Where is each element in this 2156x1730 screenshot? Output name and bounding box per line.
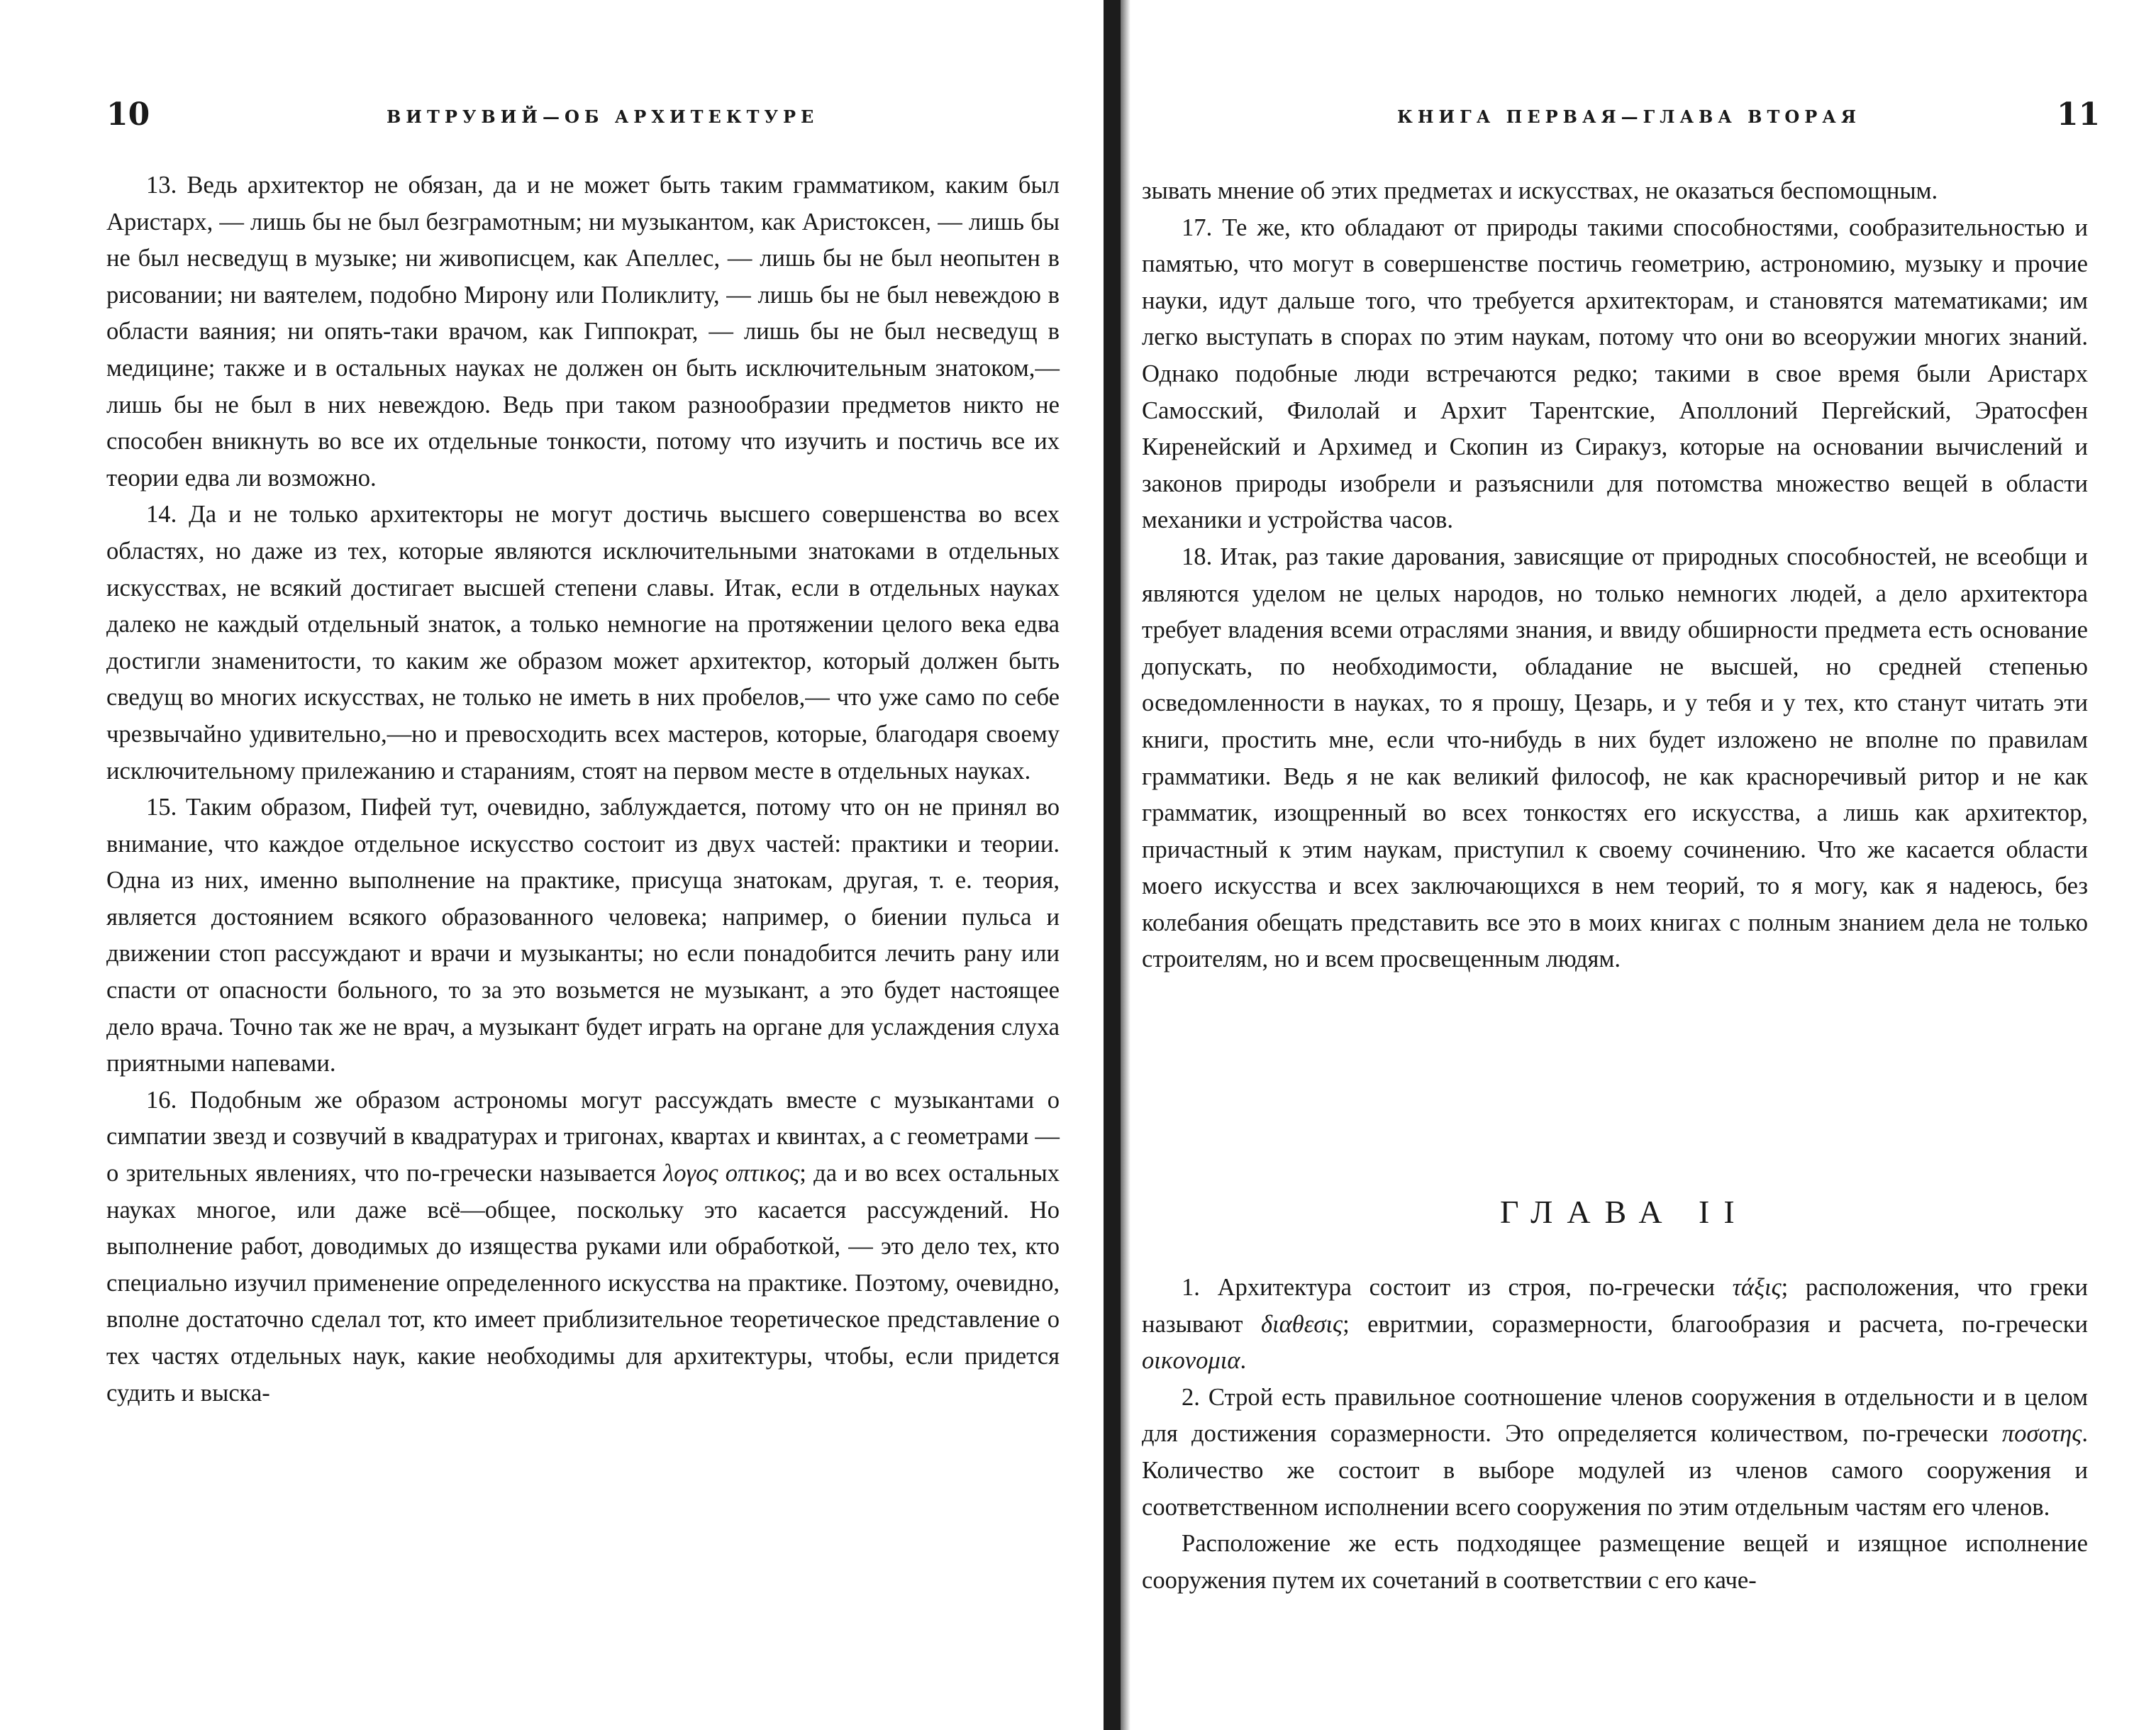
paragraph-17: 17. Те же, кто обладают от природы такими способностями, сообразительностью и памятью, что могут в совершенстве постичь геометрию, астрономию, музыку и прочие науки, идут дальше того, что требуется архитекторам, и становятся математиками; им легко выступать в спорах по этим наукам, потому что они во всеоружии многих знаний. Однако подобные люди встречаются редко; такими в свое время были Аристарх Самосский, Филолай и Архит Тарентские, Аполлоний Пергейский, Эратосфен Киренейский и Архимед и Скопин из Сиракуз, которые на основании вычислений и законов природы изобрели и разъяснили для потомства множество вещей в области механики и устройства часов. [1142,214,2088,534]
greek-term-logos-optikos: λογος οπτικος [663,1160,800,1187]
paragraph-16-part2: ; да и во всех остальных науках многое, или даже всё—общее, поскольку это касается рассуждений. Но выполнение работ, доводимых до изящества руками или обработкой, — это дело тех, кто специально изучил применение определенного искусства на практике. Поэтому, очевидно, вполне достаточно сделал тот, кто имеет приблизительное теоретическое представление о тех частях отдельных наук, какие необходимы для архитектуры, чтобы, если придется судить и выска- [106,1160,1060,1407]
book-gutter [1104,0,1121,1730]
right-text-block [1142,173,2088,978]
chapter-paragraph-1-part3: ; евритмии, соразмерности, благообразия и расчета, по-гречески [1343,1310,2089,1338]
right-running-head: КНИГА ПЕРВАЯ—ГЛАВА ВТОРАЯ [1397,106,1861,127]
continued-text: зывать мнение об этих предметах и искусствах, не оказаться беспомощным. [1142,177,1938,204]
left-page-number: 10 [106,96,150,133]
greek-term-diathesis: διαθεσις [1260,1310,1343,1338]
paragraph-16-part1: 16. Подобным же образом астрономы могут рассуждать вместе с музыкантами о симпатии звезд и созвучий в квадратурах и тригонах, квартах и квинтах, а с геометрами — о зрительных явлениях, что по-гречески называется [106,1086,1060,1187]
chapter-paragraph-3: Расположение же есть подходящее размещение вещей и изящное исполнение сооружения путем их сочетаний в соответствии с его каче- [1142,1530,2088,1594]
paragraph-16 [106,1082,1060,1412]
chapter-paragraph-1-part4: . [1240,1347,1247,1375]
chapter-text-block [1142,1270,2088,1599]
chapter-paragraph-1-part1: 1. Архитектура состоит из строя, по-гречески [1182,1274,1733,1301]
paragraph-13: 13. Ведь архитектор не обязан, да и не может быть таким грамматиком, каким был Аристарх, — лишь бы не был безграмотным; ни музыкантом, как Аристоксен, — лишь бы не был несведущ в музыке; ни живописцем, как Апеллес, — лишь бы не был неопытен в рисовании; ни ваятелем, подобно Мирону или Поликлиту, — лишь бы не был невеждою в области ваяния; ни опять-таки врачом, как Гиппократ, — лишь бы не был несведущ в медицине; также и в остальных науках не должен он быть исключительным знатоком,— лишь бы не был в них невеждою. Ведь при таком разнообразии предметов никто не способен вникнуть во все их отдельные тонкости, потому что изучить и постичь все их теории едва ли возможно. [106,172,1060,492]
greek-term-taxis: τάξις [1732,1274,1782,1301]
right-page-number: 11 [2057,96,2101,133]
chapter-paragraph-2-part1: 2. Строй есть правильное соотношение членов сооружения в отдельности и в целом для достижения соразмерности. Это определяется количеством, по-гречески [1142,1383,2088,1448]
chapter-paragraph-2 [1142,1380,2088,1526]
chapter-paragraph-1-part2: ; расположения, что греки называют [1142,1274,2088,1338]
gutter-shadow [1121,0,1130,1730]
paragraph-14: 14. Да и не только архитекторы не могут достичь высшего совершенства во всех областях, но даже из тех, которые являются исключительными знатоками в отдельных искусствах, не всякий достигает высшей степени славы. Итак, если в отдельных науках далеко не каждый отдельный знаток, а только немногие на протяжении целого века едва достигли знаменитости, то каким же образом может архитектор, который должен быть сведущ во многих искусствах, не только не иметь в них пробелов,— что уже само по себе чрезвычайно удивительно,—но и превосходить всех мастеров, которые, благодаря своему исключительному прилежанию и стараниям, стоят на первом месте в отдельных науках. [106,501,1060,784]
paragraph-15: 15. Таким образом, Пифей тут, очевидно, заблуждается, потому что он не принял во внимание, что каждое отдельное искусство состоит из двух частей: практики и теории. Одна из них, именно выполнение на практике, присуща знатокам, другая, т. е. теория, является достоянием всякого образованного человека; например, о биении пульса и движении стоп рассуждают и врачи и музыканты; но если понадобится лечить рану или спасти от опасности больного, то за это возьмется не музыкант, а это будет настоящее дело врача. Точно так же не врач, а музыкант будет играть на органе для услаждения слуха приятными напевами. [106,794,1060,1077]
right-page [1135,0,2156,1730]
chapter-paragraph-2-part2: . Количество же состоит в выборе модулей из членов самого сооружения и соответственном исполнении всего сооружения по этим отдельным частям его членов. [1142,1420,2088,1521]
greek-term-oikonomia: οικονομια [1142,1347,1240,1375]
left-text-block [106,167,1060,1412]
chapter-heading: ГЛАВА II [1500,1194,1749,1230]
paragraph-18: 18. Итак, раз такие дарования, зависящие от природных способностей, не всеобщи и являются уделом не целых народов, но только немногих людей, а дело архитектора требует владения всеми отраслями знания, и ввиду обширности предмета есть основание допускать, по необходимости, обладание не высшей, но средней степенью осведомленности в науках, то я прошу, Цезарь, и у тебя и у тех, кто станут читать эти книги, простить мне, если что-нибудь в них будет изложено не вполне по правилам грамматики. Ведь я не как великий философ, не как красноречивый ритор и не как грамматик, изощренный во всех тонкостях его искусства, а лишь как архитектор, причастный к этим наукам, приступил к своему сочинению. Что же касается области моего искусства и всех заключающихся в нем теорий, то я могу, как я надеюсь, без колебания обещать представить все это в моих книгах с полным знанием дела не только строителям, но и всем просвещенным людям. [1142,543,2088,973]
left-running-head: ВИТРУВИЙ—ОБ АРХИТЕКТУРЕ [387,106,819,127]
greek-term-posotes: ποσοτης [2001,1420,2082,1448]
chapter-paragraph-1 [1142,1270,2088,1380]
